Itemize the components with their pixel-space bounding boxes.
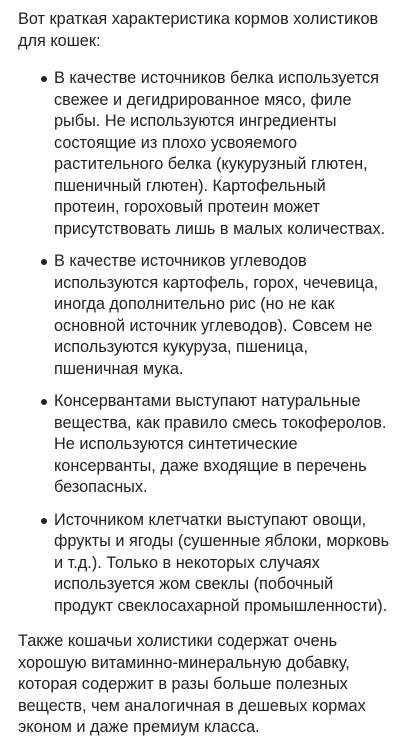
list-item [18, 68, 390, 240]
feature-list [18, 68, 390, 617]
intro-paragraph: Вот краткая характеристика кормов холистиков для кошек: [18, 10, 379, 50]
list-item [18, 251, 390, 380]
bullet-icon [41, 259, 47, 265]
bullet-icon [41, 399, 47, 405]
outro-paragraph: Также кошачьи холистики содержат очень хорошую витаминно-минеральную добавку, которая содержит в разы больше полезных веществ, чем аналогичная в дешевых кормах эконом и даже премиум класса. [18, 632, 366, 736]
list-item-text: Источником клетчатки выступают овощи, фрукты и ягоды (сушенные яблоки, морковь и т.д.). Только в некоторых случаях используется жом свеклы (побочный продукт свеклосахарной промышленности). [54, 510, 390, 615]
list-item [18, 510, 390, 618]
article-body [18, 9, 390, 739]
list-item-text: В качестве источников углеводов используются картофель, горох, чечевица, иногда дополнительно рис (но не как основной источник углеводов). Совсем не используются кукуруза, пшеница, пшеничная мука. [54, 252, 379, 378]
list-item-text: В качестве источников белка используется свежее и дегидрированное мясо, филе рыбы. Не используются ингредиенты состоящие из плохо усвояемого растительного белка (кукурузный глютен, пшеничный глютен). Картофельный протеин, гороховый протеин может присутствовать лишь в малых количествах. [54, 69, 386, 238]
bullet-icon [41, 76, 47, 82]
list-item-text: Консервантами выступают натуральные вещества, как правило смесь токоферолов. Не используются синтетические консерванты, даже входящие в перечень безопасных. [54, 392, 387, 496]
bullet-icon [41, 518, 47, 524]
list-item [18, 391, 390, 499]
